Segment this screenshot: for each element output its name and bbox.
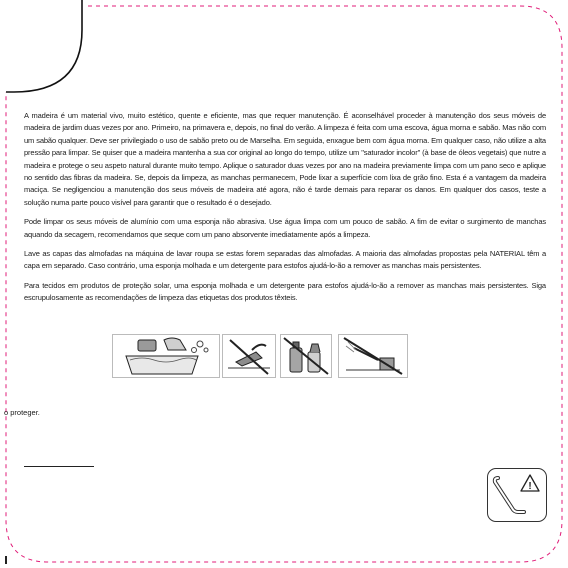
washing-basin-icon	[112, 334, 220, 378]
warning-triangle-icon	[520, 474, 540, 492]
paragraph-aluminium-care: Pode limpar os seus móveis de alumínio com uma esponja não abrasiva. Use água limpa com um pouco de sabão. A fim de evitar o surgimento de manchas aquando da secagem, recomendamos que seque com um pano absorvente imediatamente após a limpeza.	[24, 217, 546, 239]
paragraph-fabric-care: Para tecidos em produtos de proteção solar, uma esponja molhada e um detergente para estofos ajudá-lo-ão a remover as manchas mais persistentes. Siga escrupulosamente as recomendações de limpeza das etiquetas dos produtos têxteis.	[24, 280, 546, 303]
tool-warning-box	[487, 468, 547, 522]
care-instructions	[24, 110, 546, 312]
no-pressure-washer-icon	[338, 334, 408, 378]
no-scrubbing-icon	[222, 334, 276, 378]
edge-mark	[5, 556, 7, 564]
care-illustrations	[0, 334, 568, 378]
fragment-text: o proteger.	[4, 408, 40, 417]
warning-symbol: !	[528, 481, 532, 492]
paragraph-wood-care: A madeira é um material vivo, muito estético, quente e eficiente, mas que requer manutenção. É aconselhável proceder à manutenção dos seus móveis de madeira de jardim duas vezes por ano. Primeiro, na primavera e, depois, no final do verão. A limpeza é feita com uma escova, água morna e sabão. Mas não com um sabão qualquer. Deve ser privilegiado o uso de sabão preto ou de Marselha. Em seguida, enxague bem com água morna. Em qualquer caso, não utilize a alta pressão para limpar. Se quiser que a madeira mantenha a sua cor original ao longo do tempo, utilize um "saturador incolor" (à base de óleos vegetais) que nutre a madeira e protege o seu aspeto natural durante muito tempo. Aplique o saturador duas vezes por ano na madeira previamente limpa com um pano seco e aplique no sentido das fibras da madeira. Se, depois da limpeza, as manchas permanecem, Pode lixar a superfície com lixa de grão fino. Esta é a vantagem da madeira maciça. Se negligenciou a manutenção dos seus móveis de madeira até agora, não é tarde demais para reparar os danos. Em qualquer dos casos, teste a solução numa parte pouco visível para garantir que o resultado é o desejado.	[24, 111, 546, 207]
corner-cut-line	[6, 0, 82, 92]
no-chemicals-icon	[280, 334, 332, 378]
paragraph-cushion-care: Lave as capas das almofadas na máquina de lavar roupa se estas forem separadas das almofadas. A maioria das almofadas propostas pela NATERIAL têm a capa em separado. Caso contrário, uma esponja molhada e um detergente para estofos ajudá-lo-ão a remover as manchas mais persistentes.	[24, 249, 546, 271]
section-rule	[24, 466, 94, 467]
